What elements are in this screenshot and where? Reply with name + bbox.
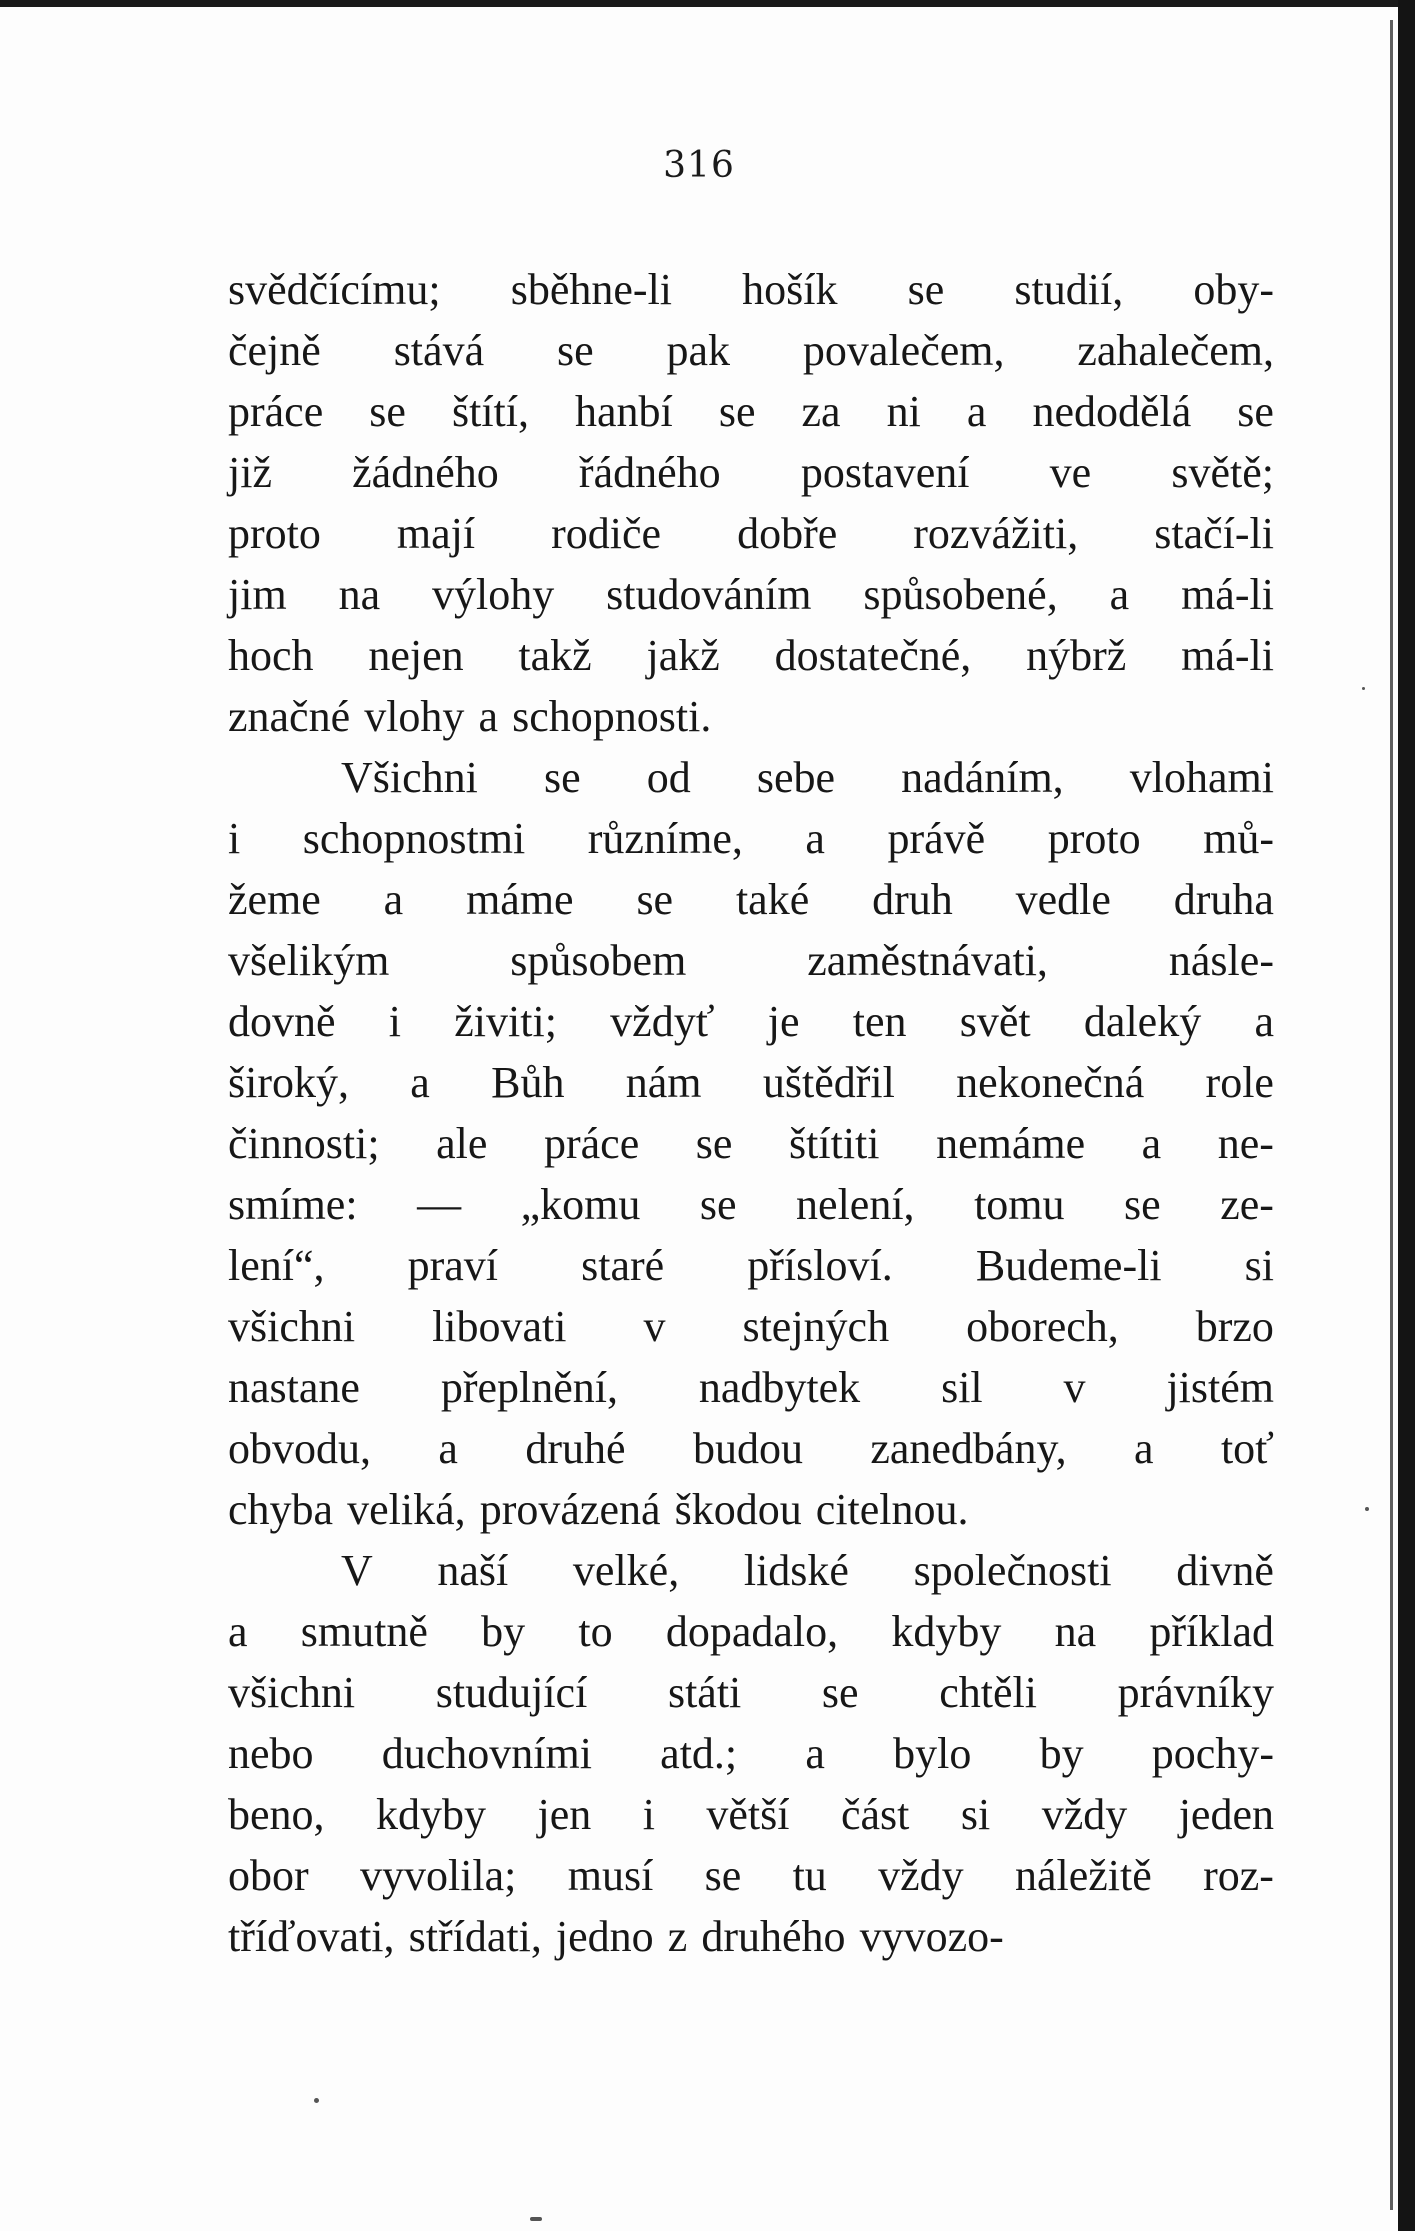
word: smutně <box>300 1607 428 1656</box>
word: je <box>767 997 800 1046</box>
text-line <box>228 1845 1274 1906</box>
word: roz- <box>1203 1851 1274 1900</box>
word: divně <box>1176 1546 1274 1595</box>
word: nám <box>625 1058 702 1107</box>
word: ne- <box>1217 1119 1274 1168</box>
word: jim <box>228 570 287 619</box>
word: toť <box>1220 1424 1274 1473</box>
word: praví <box>407 1241 499 1290</box>
word: čejně <box>228 326 321 375</box>
word: spůsobené, <box>863 570 1058 619</box>
text-line <box>228 808 1274 869</box>
word: brzo <box>1195 1302 1274 1351</box>
word: kdyby <box>891 1607 1002 1656</box>
text-line <box>228 1052 1274 1113</box>
word: studováním <box>606 570 812 619</box>
word: vždy <box>1041 1790 1128 1839</box>
word: a <box>228 1607 248 1656</box>
page-edge-shadow <box>1390 20 1393 2210</box>
word: ni <box>886 387 921 436</box>
text-line <box>228 747 1274 808</box>
word: náležitě <box>1014 1851 1152 1900</box>
word: V <box>341 1546 373 1595</box>
word: se <box>704 1851 742 1900</box>
text-line <box>228 686 1274 747</box>
word: mají <box>396 509 476 558</box>
word: státi <box>667 1668 742 1717</box>
word: budou <box>692 1424 803 1473</box>
word: se <box>695 1119 733 1168</box>
word: lení“, <box>228 1241 325 1290</box>
word: sebe <box>756 753 836 802</box>
word: povalečem, <box>802 326 1005 375</box>
word: nejen <box>368 631 464 680</box>
word: vlohami <box>1129 753 1274 802</box>
word: si <box>960 1790 991 1839</box>
word: štítí, <box>451 387 529 436</box>
word: právníky <box>1117 1668 1274 1717</box>
word: máme <box>466 875 574 924</box>
word: sil <box>941 1363 983 1412</box>
text-line <box>228 442 1274 503</box>
word: postavení <box>800 448 970 497</box>
word: svět <box>959 997 1031 1046</box>
word: vyvozo- <box>859 1912 1004 1961</box>
word: vždyť <box>610 997 715 1046</box>
word: živiti; <box>454 997 557 1046</box>
word: takž <box>518 631 592 680</box>
word: se <box>821 1668 859 1717</box>
text-line <box>228 1113 1274 1174</box>
word: rodiče <box>551 509 662 558</box>
word: chyba <box>228 1485 334 1534</box>
word: nelení, <box>796 1180 915 1229</box>
word: má-li <box>1181 631 1274 680</box>
word: obor <box>228 1851 309 1900</box>
word: značné <box>228 692 351 741</box>
word: stačí-li <box>1154 509 1274 558</box>
word: se <box>369 387 406 436</box>
word: hoch <box>228 631 314 680</box>
print-speck <box>1365 1507 1369 1511</box>
word: se <box>544 753 581 802</box>
word: schopnosti. <box>512 692 712 741</box>
word: musí <box>567 1851 654 1900</box>
word: jeden <box>1178 1790 1274 1839</box>
word: staré <box>581 1241 665 1290</box>
word: tříďovati, <box>228 1912 395 1961</box>
word: a <box>438 1424 458 1473</box>
word: štítiti <box>789 1119 880 1168</box>
word: zanedbány, <box>870 1424 1067 1473</box>
word: střídati, <box>408 1912 542 1961</box>
word: citelnou. <box>815 1485 969 1534</box>
word: druh <box>872 875 953 924</box>
word: zahalečem, <box>1077 326 1274 375</box>
word: svědčícímu; <box>228 265 441 314</box>
word: oborech, <box>966 1302 1119 1351</box>
word: studií, <box>1014 265 1124 314</box>
word: velké, <box>572 1546 680 1595</box>
word: a <box>1141 1119 1162 1168</box>
word: duchovními <box>381 1729 592 1778</box>
word: obvodu, <box>228 1424 371 1473</box>
text-line <box>228 1906 1274 1967</box>
word: dovně <box>228 997 336 1046</box>
word: Všichni <box>341 753 478 802</box>
text-line <box>228 1296 1274 1357</box>
word: se <box>1237 387 1274 436</box>
word: nebo <box>228 1729 314 1778</box>
word: a <box>966 387 987 436</box>
word: vždy <box>878 1851 964 1900</box>
word: práce <box>228 387 324 436</box>
print-speck <box>530 2217 542 2221</box>
word: za <box>801 387 841 436</box>
word: a <box>478 692 499 741</box>
word: uštědřil <box>762 1058 895 1107</box>
text-line <box>228 564 1274 625</box>
word: příklad <box>1149 1607 1274 1656</box>
word: řádného <box>578 448 721 497</box>
word: schopnostmi <box>302 814 526 863</box>
word: libovati <box>432 1302 567 1351</box>
word: na <box>338 570 381 619</box>
word: od <box>646 753 691 802</box>
word: se <box>699 1180 737 1229</box>
word: jen <box>537 1790 592 1839</box>
word: všichni <box>228 1302 356 1351</box>
word: činnosti; <box>228 1119 380 1168</box>
text-line <box>228 1601 1274 1662</box>
word: škodou <box>674 1485 802 1534</box>
word: nastane <box>228 1363 360 1412</box>
word: dostatečné, <box>774 631 972 680</box>
word: by <box>1039 1729 1084 1778</box>
text-line <box>228 1723 1274 1784</box>
word: a <box>805 814 825 863</box>
word: se <box>1124 1180 1161 1229</box>
word: — <box>417 1180 462 1229</box>
word: vlohy <box>364 692 465 741</box>
word: pochy- <box>1151 1729 1274 1778</box>
word: žádného <box>352 448 499 497</box>
word: tu <box>792 1851 827 1900</box>
text-line <box>228 991 1274 1052</box>
word: právě <box>887 814 986 863</box>
word: má-li <box>1181 570 1274 619</box>
word: jakž <box>646 631 720 680</box>
text-line <box>228 1235 1274 1296</box>
body-text <box>228 259 1274 1967</box>
word: vedle <box>1015 875 1111 924</box>
print-speck <box>314 2098 319 2103</box>
word: dobře <box>737 509 838 558</box>
word: násle- <box>1168 936 1274 985</box>
word: veliká, <box>347 1485 466 1534</box>
word: atd.; <box>660 1729 738 1778</box>
word: provázená <box>479 1485 661 1534</box>
word: si <box>1244 1241 1274 1290</box>
text-line <box>228 503 1274 564</box>
word: všichni <box>228 1668 356 1717</box>
word: bylo <box>893 1729 972 1778</box>
text-line <box>228 1540 1274 1601</box>
word: studující <box>435 1668 588 1717</box>
text-line <box>228 625 1274 686</box>
word: žeme <box>228 875 321 924</box>
word: sběhne-li <box>510 265 673 314</box>
word: i <box>642 1790 655 1839</box>
word: chtěli <box>939 1668 1037 1717</box>
word: ve <box>1049 448 1092 497</box>
text-line <box>228 1784 1274 1845</box>
word: beno, <box>228 1790 325 1839</box>
word: všelikým <box>228 936 390 985</box>
word: nadáním, <box>901 753 1064 802</box>
text-line <box>228 259 1274 320</box>
word: Budeme-li <box>975 1241 1162 1290</box>
word: se <box>718 387 756 436</box>
word: v <box>1063 1363 1086 1412</box>
word: a <box>1254 997 1274 1046</box>
word: a <box>383 875 404 924</box>
word: hanbí <box>575 387 673 436</box>
word: jistém <box>1166 1363 1274 1412</box>
word: i <box>388 997 402 1046</box>
word: ze- <box>1220 1180 1274 1229</box>
word: také <box>735 875 810 924</box>
word: jedno <box>555 1912 654 1961</box>
text-line <box>228 1174 1274 1235</box>
word: přísloví. <box>747 1241 893 1290</box>
word: oby- <box>1193 265 1274 314</box>
word: to <box>578 1607 613 1656</box>
word: ale <box>436 1119 488 1168</box>
word: se <box>636 875 674 924</box>
word: nedodělá <box>1032 387 1192 436</box>
text-line <box>228 1479 1274 1540</box>
word: se <box>907 265 945 314</box>
word: Bůh <box>491 1058 565 1107</box>
word: široký, <box>228 1058 349 1107</box>
word: na <box>1054 1607 1097 1656</box>
page-number: 316 <box>663 145 735 186</box>
word: již <box>228 448 272 497</box>
word: daleký <box>1083 997 1202 1046</box>
word: i <box>228 814 241 863</box>
word: role <box>1205 1058 1274 1107</box>
word: rozvážiti, <box>913 509 1079 558</box>
word: druhého <box>701 1912 846 1961</box>
word: výlohy <box>432 570 555 619</box>
text-line <box>228 381 1274 442</box>
word: společnosti <box>913 1546 1112 1595</box>
word: dopadalo, <box>665 1607 839 1656</box>
word: druhé <box>525 1424 626 1473</box>
word: tomu <box>974 1180 1065 1229</box>
word: v <box>643 1302 666 1351</box>
word: by <box>481 1607 526 1656</box>
text-line <box>228 1357 1274 1418</box>
word: se <box>556 326 594 375</box>
word: naší <box>437 1546 509 1595</box>
word: proto <box>1047 814 1141 863</box>
word: stejných <box>742 1302 890 1351</box>
word: vyvolila; <box>359 1851 517 1900</box>
word: práce <box>543 1119 640 1168</box>
word: mů- <box>1203 814 1274 863</box>
word: pak <box>666 326 731 375</box>
word: nadbytek <box>698 1363 861 1412</box>
word: zaměstnávati, <box>807 936 1048 985</box>
word: lidské <box>743 1546 849 1595</box>
word: světě; <box>1171 448 1274 497</box>
word: z <box>667 1912 688 1961</box>
print-speck <box>1362 687 1365 690</box>
word: hošík <box>742 265 838 314</box>
word: stává <box>393 326 485 375</box>
text-line <box>228 1418 1274 1479</box>
word: „komu <box>520 1180 641 1229</box>
text-line <box>228 930 1274 991</box>
text-line <box>228 1662 1274 1723</box>
word: nekonečná <box>956 1058 1145 1107</box>
word: kdyby <box>376 1790 486 1839</box>
text-line <box>228 320 1274 381</box>
word: ten <box>852 997 907 1046</box>
word: nemáme <box>936 1119 1086 1168</box>
word: a <box>805 1729 825 1778</box>
word: a <box>410 1058 430 1107</box>
word: a <box>1134 1424 1154 1473</box>
word: nýbrž <box>1026 631 1127 680</box>
word: proto <box>228 509 321 558</box>
word: větší <box>706 1790 790 1839</box>
word: druha <box>1173 875 1274 924</box>
word: smíme: <box>228 1180 358 1229</box>
word: spůsobem <box>510 936 687 985</box>
word: přeplnění, <box>440 1363 618 1412</box>
scan-border <box>1398 0 1415 2231</box>
word: různíme, <box>587 814 743 863</box>
word: a <box>1109 570 1130 619</box>
word: část <box>840 1790 910 1839</box>
text-line <box>228 869 1274 930</box>
